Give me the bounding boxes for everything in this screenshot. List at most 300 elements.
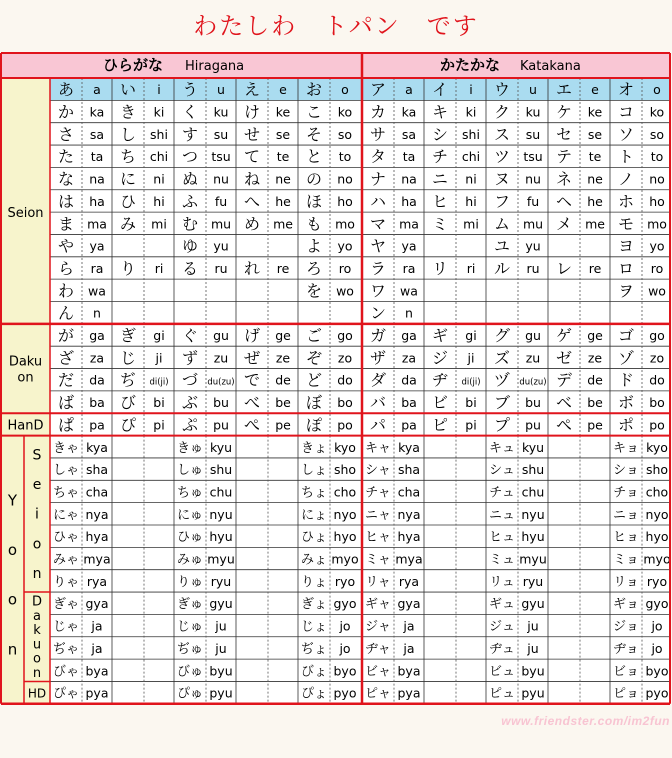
- katakana-yoon-romaji: jo: [651, 640, 663, 656]
- katakana-yoon-kana: チョ: [613, 485, 639, 501]
- hiragana-kana: す: [181, 124, 199, 144]
- hiragana-yoon-romaji: hya: [85, 529, 109, 545]
- hiragana-kana: へ: [243, 191, 261, 211]
- hiragana-romaji: yu: [213, 238, 229, 254]
- hiragana-yoon-kana: きゃ: [52, 440, 80, 456]
- katakana-kana: ロ: [617, 258, 635, 278]
- katakana-vowel-romaji: o: [653, 82, 661, 98]
- hiragana-kana: ぺ: [243, 415, 261, 435]
- katakana-romaji: mu: [522, 216, 544, 232]
- hiragana-romaji: gu: [213, 328, 229, 344]
- katakana-yoon-romaji: ryu: [522, 573, 544, 589]
- hiragana-kana: た: [57, 147, 75, 167]
- katakana-romaji: de: [587, 372, 603, 388]
- katakana-romaji: zo: [649, 350, 665, 366]
- katakana-yoon-kana: シュ: [489, 463, 515, 479]
- hiragana-yoon-romaji: hyo: [333, 529, 357, 545]
- hiragana-kana: ら: [57, 258, 75, 278]
- katakana-romaji: do: [649, 372, 665, 388]
- katakana-romaji: ke: [587, 104, 603, 120]
- hiragana-yoon-kana: ぎゃ: [52, 597, 80, 613]
- katakana-vowel-kana: ア: [369, 80, 387, 100]
- hiragana-yoon-romaji: jo: [339, 618, 351, 634]
- hiragana-yoon-kana: ぢょ: [300, 641, 328, 657]
- handakuon-label: HanD: [7, 418, 44, 434]
- yoon-seion-label-letter: e: [32, 477, 42, 494]
- hiragana-vowel-kana: え: [243, 80, 261, 100]
- hiragana-yoon-kana: ちゃ: [52, 485, 80, 501]
- katakana-yoon-kana: ミュ: [489, 552, 515, 568]
- hiragana-yoon-romaji: nyo: [333, 506, 357, 522]
- katakana-kana: ヅ: [493, 370, 511, 390]
- hiragana-yoon-kana: ひゃ: [52, 530, 80, 546]
- katakana-kana: ベ: [555, 393, 573, 413]
- hiragana-yoon-kana: じゃ: [52, 619, 80, 635]
- hiragana-kana: さ: [57, 124, 75, 144]
- yoon-seion-label-letter: o: [32, 536, 42, 553]
- hiragana-vowel-romaji: a: [93, 82, 101, 98]
- hiragana-yoon-romaji: ju: [215, 640, 227, 656]
- hiragana-kana: ふ: [181, 191, 199, 211]
- hiragana-romaji: so: [337, 126, 353, 142]
- hiragana-kana: む: [181, 214, 199, 234]
- katakana-kana: ゴ: [617, 326, 635, 346]
- hiragana-yoon-kana: みゅ: [176, 552, 204, 568]
- katakana-kana: ヤ: [369, 236, 387, 256]
- katakana-vowel-kana: エ: [555, 80, 573, 100]
- katakana-yoon-romaji: hya: [397, 529, 421, 545]
- katakana-yoon-kana: チャ: [365, 485, 391, 501]
- hiragana-yoon-romaji: byu: [209, 663, 233, 679]
- hiragana-romaji: be: [275, 395, 291, 411]
- hiragana-kana: や: [57, 236, 75, 256]
- katakana-kana: ヌ: [493, 169, 511, 189]
- katakana-kana: ド: [617, 370, 635, 390]
- katakana-romaji: mo: [647, 216, 667, 232]
- katakana-kana: ソ: [617, 124, 635, 144]
- katakana-yoon-romaji: ja: [403, 618, 415, 634]
- katakana-kana: ハ: [369, 191, 387, 211]
- hiragana-yoon-romaji: kya: [86, 439, 108, 455]
- katakana-romaji: ni: [465, 171, 477, 187]
- hiragana-kana: つ: [181, 147, 199, 167]
- katakana-kana: ヨ: [617, 236, 635, 256]
- katakana-kana: ヘ: [555, 191, 573, 211]
- katakana-kana: ラ: [369, 258, 387, 278]
- katakana-romaji: bi: [465, 395, 477, 411]
- katakana-yoon-romaji: gya: [397, 596, 421, 612]
- hiragana-kana: か: [57, 102, 75, 122]
- katakana-yoon-kana: ヒャ: [364, 530, 392, 546]
- katakana-kana: ケ: [555, 102, 573, 122]
- katakana-kana: テ: [555, 147, 573, 167]
- hiragana-kana: こ: [305, 102, 323, 122]
- hiragana-kana: く: [181, 102, 199, 122]
- hiragana-kana: ひ: [119, 191, 137, 211]
- katakana-vowel-romaji: u: [529, 82, 537, 98]
- katakana-yoon-kana: ギュ: [488, 597, 516, 613]
- hiragana-kana: べ: [243, 393, 261, 413]
- katakana-kana: モ: [617, 214, 635, 234]
- katakana-kana: バ: [369, 393, 387, 413]
- katakana-kana: キ: [431, 102, 449, 122]
- katakana-romaji: ka: [401, 104, 417, 120]
- hiragana-kana: ぽ: [305, 415, 323, 435]
- hiragana-header-en: Hiragana: [185, 59, 245, 74]
- katakana-romaji: ne: [587, 171, 603, 187]
- katakana-romaji: pe: [587, 417, 603, 433]
- katakana-yoon-romaji: gyo: [645, 596, 669, 612]
- hiragana-kana: ぱ: [57, 415, 75, 435]
- katakana-yoon-romaji: hyo: [645, 529, 669, 545]
- hiragana-kana: り: [119, 258, 137, 278]
- hiragana-romaji: ba: [89, 395, 105, 411]
- hiragana-vowel-romaji: e: [279, 82, 287, 98]
- katakana-yoon-kana: キャ: [364, 440, 392, 456]
- yoon-seion-label-letter: n: [32, 566, 42, 583]
- hiragana-yoon-romaji: kyo: [334, 439, 356, 455]
- hiragana-yoon-kana: ちょ: [300, 485, 328, 501]
- hiragana-kana: び: [119, 393, 137, 413]
- hiragana-romaji: zo: [337, 350, 353, 366]
- katakana-kana: ス: [493, 124, 511, 144]
- hiragana-yoon-kana: ぎゅ: [176, 597, 204, 613]
- katakana-romaji: me: [585, 216, 605, 232]
- watermark-text: www.friendster.com/im2fun: [501, 714, 670, 728]
- hiragana-romaji: re: [276, 260, 290, 276]
- hiragana-vowel-kana: あ: [57, 80, 75, 100]
- hiragana-yoon-romaji: ryu: [210, 573, 232, 589]
- katakana-romaji: di(ji): [461, 377, 481, 388]
- katakana-yoon-romaji: bya: [397, 663, 421, 679]
- hiragana-yoon-romaji: nyu: [209, 506, 233, 522]
- katakana-romaji: ri: [466, 260, 476, 276]
- katakana-romaji: pi: [465, 417, 477, 433]
- hiragana-romaji: ta: [90, 149, 104, 165]
- hiragana-kana: だ: [57, 370, 75, 390]
- hiragana-kana: が: [57, 326, 75, 346]
- katakana-romaji: fu: [526, 193, 540, 209]
- katakana-yoon-kana: ミョ: [613, 552, 639, 568]
- hiragana-yoon-kana: りゃ: [52, 574, 80, 590]
- hiragana-romaji: na: [89, 171, 105, 187]
- katakana-romaji: za: [401, 350, 417, 366]
- hiragana-romaji: ku: [213, 104, 229, 120]
- katakana-romaji: ki: [465, 104, 477, 120]
- hiragana-romaji: ri: [154, 260, 164, 276]
- hiragana-yoon-romaji: sho: [333, 462, 357, 478]
- hiragana-yoon-kana: びょ: [300, 664, 328, 680]
- hiragana-yoon-romaji: ja: [91, 640, 103, 656]
- hiragana-romaji: sa: [89, 126, 105, 142]
- hiragana-yoon-kana: みょ: [300, 552, 328, 568]
- katakana-romaji: zu: [525, 350, 541, 366]
- katakana-yoon-romaji: cho: [645, 484, 669, 500]
- katakana-yoon-romaji: chu: [521, 484, 545, 500]
- hiragana-romaji: pe: [275, 417, 291, 433]
- katakana-romaji: sa: [401, 126, 417, 142]
- hiragana-romaji: da: [89, 372, 105, 388]
- hiragana-kana: ち: [119, 147, 137, 167]
- katakana-yoon-romaji: mya: [395, 551, 423, 567]
- hiragana-romaji: yo: [337, 238, 353, 254]
- katakana-kana: グ: [493, 326, 511, 346]
- hiragana-vowel-romaji: o: [341, 82, 349, 98]
- katakana-yoon-kana: リュ: [489, 574, 515, 590]
- katakana-yoon-romaji: pyu: [521, 685, 545, 701]
- hiragana-yoon-kana: にゅ: [177, 507, 203, 523]
- katakana-yoon-romaji: jo: [651, 618, 663, 634]
- katakana-kana: ペ: [555, 415, 573, 435]
- hiragana-kana: と: [305, 147, 323, 167]
- katakana-yoon-kana: ヂュ: [489, 641, 515, 657]
- hiragana-kana: け: [243, 102, 261, 122]
- hiragana-kana: れ: [243, 258, 261, 278]
- katakana-yoon-romaji: pya: [397, 685, 421, 701]
- hiragana-kana: ぞ: [305, 348, 323, 368]
- katakana-romaji: ga: [401, 328, 417, 344]
- hiragana-yoon-romaji: pyu: [209, 685, 233, 701]
- hiragana-romaji: ke: [275, 104, 291, 120]
- hiragana-romaji: mo: [335, 216, 355, 232]
- katakana-vowel-kana: オ: [617, 80, 635, 100]
- hiragana-kana: め: [243, 214, 261, 234]
- katakana-romaji: se: [587, 126, 603, 142]
- katakana-kana: チ: [431, 147, 449, 167]
- hiragana-kana: ぬ: [181, 169, 199, 189]
- hiragana-yoon-kana: しゃ: [52, 463, 80, 479]
- hiragana-yoon-romaji: chu: [209, 484, 233, 500]
- katakana-romaji: su: [525, 126, 541, 142]
- katakana-romaji: po: [649, 417, 665, 433]
- hiragana-romaji: du(zu): [207, 377, 235, 388]
- katakana-yoon-kana: ミャ: [365, 552, 391, 568]
- katakana-yoon-kana: チュ: [489, 485, 515, 501]
- katakana-yoon-kana: キュ: [488, 440, 516, 456]
- katakana-romaji: yu: [525, 238, 541, 254]
- hiragana-kana: ば: [57, 393, 75, 413]
- katakana-romaji: pa: [401, 417, 417, 433]
- hiragana-yoon-romaji: cha: [85, 484, 109, 500]
- katakana-yoon-romaji: hyu: [521, 529, 545, 545]
- hiragana-kana: じ: [119, 348, 137, 368]
- seion-label: Seion: [7, 206, 44, 222]
- katakana-yoon-kana: ヒョ: [612, 530, 640, 546]
- katakana-romaji: ra: [402, 260, 416, 276]
- katakana-yoon-kana: ヂョ: [613, 641, 639, 657]
- katakana-yoon-romaji: ja: [403, 640, 415, 656]
- katakana-yoon-kana: リャ: [365, 574, 391, 590]
- hiragana-kana: ざ: [57, 348, 75, 368]
- hiragana-romaji: ji: [155, 350, 163, 366]
- katakana-kana: ヲ: [617, 281, 635, 301]
- katakana-yoon-romaji: shu: [521, 462, 545, 478]
- hiragana-kana: ん: [57, 303, 75, 323]
- katakana-romaji: to: [650, 149, 664, 165]
- hiragana-yoon-kana: りゅ: [176, 574, 204, 590]
- hiragana-kana: み: [119, 214, 137, 234]
- katakana-yoon-romaji: myu: [519, 551, 547, 567]
- hiragana-romaji: se: [275, 126, 291, 142]
- hiragana-romaji: n: [93, 305, 101, 321]
- katakana-yoon-romaji: sho: [645, 462, 669, 478]
- katakana-yoon-romaji: nyu: [521, 506, 545, 522]
- katakana-kana: メ: [555, 214, 573, 234]
- katakana-kana: ク: [493, 102, 511, 122]
- katakana-kana: ガ: [369, 326, 387, 346]
- hiragana-kana: を: [305, 281, 323, 301]
- hiragana-kana: し: [119, 124, 137, 144]
- hiragana-romaji: bi: [153, 395, 165, 411]
- katakana-yoon-kana: シャ: [365, 463, 391, 479]
- hiragana-yoon-romaji: kyu: [209, 439, 233, 455]
- katakana-kana: ダ: [369, 370, 387, 390]
- katakana-yoon-romaji: nyo: [645, 506, 669, 522]
- katakana-yoon-romaji: nya: [397, 506, 421, 522]
- hiragana-kana: げ: [243, 326, 261, 346]
- katakana-kana: ユ: [493, 236, 511, 256]
- hiragana-yoon-kana: ぴゃ: [52, 686, 80, 702]
- katakana-yoon-romaji: kya: [398, 439, 420, 455]
- katakana-yoon-romaji: ju: [527, 640, 539, 656]
- hiragana-yoon-romaji: gyu: [209, 596, 233, 612]
- hiragana-kana: ぢ: [119, 370, 137, 390]
- katakana-yoon-kana: ピャ: [364, 686, 392, 702]
- hiragana-kana: ど: [305, 370, 323, 390]
- yoon-handakuon-label: HD: [27, 686, 47, 701]
- hiragana-kana: も: [305, 214, 323, 234]
- hiragana-yoon-kana: じゅ: [176, 619, 204, 635]
- hiragana-romaji: ze: [275, 350, 291, 366]
- hiragana-yoon-kana: びゃ: [52, 664, 80, 680]
- hiragana-kana: づ: [181, 370, 199, 390]
- katakana-vowel-kana: イ: [431, 80, 449, 100]
- hiragana-romaji: bu: [213, 395, 229, 411]
- katakana-kana: ジ: [431, 348, 449, 368]
- hiragana-romaji: zu: [213, 350, 229, 366]
- katakana-romaji: da: [401, 372, 417, 388]
- katakana-kana: ト: [617, 147, 635, 167]
- katakana-romaji: re: [588, 260, 602, 276]
- katakana-yoon-romaji: kyu: [521, 439, 545, 455]
- hiragana-yoon-romaji: nya: [85, 506, 109, 522]
- katakana-romaji: go: [649, 328, 665, 344]
- katakana-romaji: ba: [401, 395, 417, 411]
- katakana-yoon-romaji: byo: [645, 663, 669, 679]
- katakana-romaji: yo: [649, 238, 665, 254]
- katakana-romaji: ru: [526, 260, 540, 276]
- katakana-yoon-kana: ジョ: [613, 619, 639, 635]
- hiragana-yoon-romaji: gya: [85, 596, 109, 612]
- hiragana-romaji: do: [337, 372, 353, 388]
- katakana-romaji: mi: [463, 216, 479, 232]
- hiragana-yoon-romaji: rya: [86, 573, 108, 589]
- hiragana-yoon-romaji: pyo: [333, 685, 357, 701]
- hiragana-yoon-romaji: sha: [85, 462, 109, 478]
- katakana-kana: ズ: [493, 348, 511, 368]
- katakana-kana: シ: [431, 124, 449, 144]
- katakana-yoon-kana: ジャ: [365, 619, 391, 635]
- katakana-romaji: ji: [467, 350, 475, 366]
- side-label-band: [1, 78, 50, 704]
- katakana-romaji: hi: [465, 193, 477, 209]
- hiragana-romaji: fu: [214, 193, 228, 209]
- katakana-romaji: wa: [400, 283, 418, 299]
- hiragana-kana: に: [119, 169, 137, 189]
- katakana-header-jp: かたかな: [439, 56, 500, 74]
- hiragana-romaji: ma: [87, 216, 107, 232]
- katakana-kana: ナ: [369, 169, 387, 189]
- hiragana-romaji: gi: [153, 328, 165, 344]
- katakana-kana: ボ: [617, 393, 635, 413]
- hiragana-yoon-romaji: ju: [215, 618, 227, 634]
- hiragana-romaji: di(ji): [149, 377, 169, 388]
- hiragana-yoon-romaji: ja: [91, 618, 103, 634]
- hiragana-romaji: mi: [151, 216, 167, 232]
- hiragana-kana: ね: [243, 169, 261, 189]
- katakana-romaji: chi: [461, 149, 481, 165]
- hiragana-yoon-kana: ちゅ: [176, 485, 204, 501]
- yoon-seion-label-letter: i: [35, 506, 39, 523]
- hiragana-kana: な: [57, 169, 75, 189]
- hiragana-kana: ぼ: [305, 393, 323, 413]
- hiragana-yoon-kana: りょ: [300, 574, 328, 590]
- hiragana-romaji: pa: [89, 417, 105, 433]
- katakana-romaji: pu: [525, 417, 541, 433]
- katakana-kana: ワ: [369, 281, 387, 301]
- katakana-kana: コ: [617, 102, 635, 122]
- katakana-kana: ビ: [431, 393, 449, 413]
- hiragana-kana: る: [181, 258, 199, 278]
- hiragana-romaji: bo: [337, 395, 353, 411]
- hiragana-kana: ぐ: [181, 326, 199, 346]
- hiragana-yoon-romaji: myo: [331, 551, 359, 567]
- katakana-romaji: n: [405, 305, 413, 321]
- yoon-dakuon-label-letter: n: [32, 665, 42, 681]
- hiragana-romaji: wa: [88, 283, 106, 299]
- katakana-kana: デ: [555, 370, 573, 390]
- hiragana-kana: せ: [243, 124, 261, 144]
- katakana-kana: ム: [493, 214, 511, 234]
- hiragana-yoon-kana: ひゅ: [176, 530, 204, 546]
- vowel-header-band: [50, 78, 670, 100]
- hiragana-kana: で: [243, 370, 261, 390]
- yoon-dakuon-label-letter: k: [33, 623, 41, 639]
- katakana-romaji: ma: [399, 216, 419, 232]
- hiragana-kana: そ: [305, 124, 323, 144]
- katakana-kana: ツ: [493, 147, 511, 167]
- katakana-romaji: he: [587, 193, 603, 209]
- yoon-label-letter: Y: [7, 491, 18, 510]
- hiragana-romaji: chi: [149, 149, 169, 165]
- kana-chart: [0, 52, 672, 712]
- katakana-romaji: ku: [525, 104, 541, 120]
- hiragana-kana: て: [243, 147, 261, 167]
- katakana-kana: ネ: [555, 169, 573, 189]
- hiragana-vowel-kana: う: [181, 80, 199, 100]
- katakana-kana: ホ: [617, 191, 635, 211]
- katakana-kana: パ: [369, 415, 387, 435]
- katakana-romaji: ho: [649, 193, 665, 209]
- katakana-yoon-kana: ヂャ: [365, 641, 391, 657]
- table-body-band: [50, 100, 670, 703]
- katakana-yoon-romaji: gyu: [521, 596, 545, 612]
- katakana-romaji: ge: [587, 328, 603, 344]
- katakana-yoon-kana: ニョ: [612, 507, 640, 523]
- hiragana-romaji: za: [89, 350, 105, 366]
- katakana-kana: ザ: [369, 348, 387, 368]
- hiragana-kana: ず: [181, 348, 199, 368]
